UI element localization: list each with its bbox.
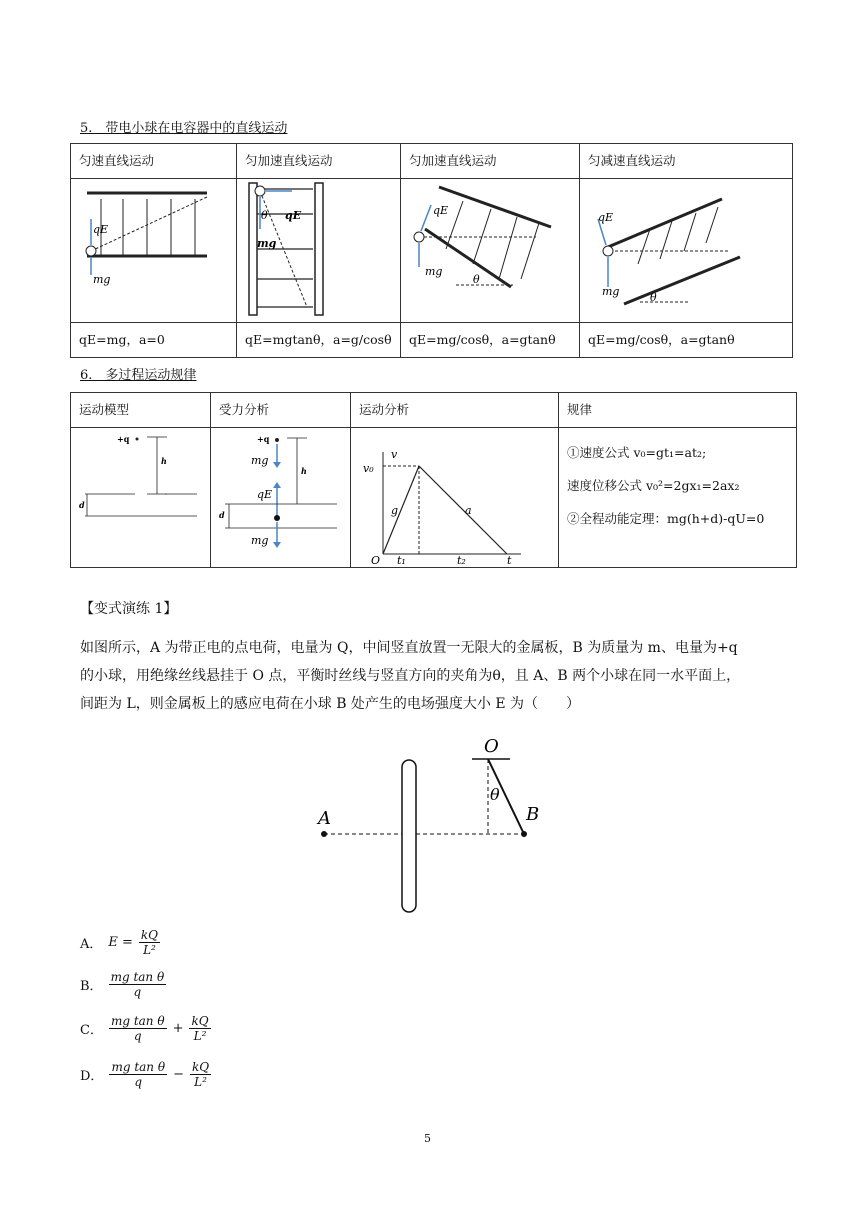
mg-label-6: mg xyxy=(251,534,269,547)
d-label: d xyxy=(79,500,85,510)
s6-motion-cell xyxy=(351,428,559,568)
option-c-num2: kQ xyxy=(191,1013,209,1028)
theta-label-fig: θ xyxy=(490,785,500,804)
option-a-lhs: E = xyxy=(108,934,133,950)
point-charge-A xyxy=(321,831,327,837)
force-analysis-diagram xyxy=(211,428,342,564)
mg-label-5: mg xyxy=(251,454,269,467)
s5-diagram-cell-4 xyxy=(580,179,793,323)
option-a-num: kQ xyxy=(140,927,159,942)
option-d-den: q xyxy=(134,1074,143,1089)
option-a-label: A． xyxy=(80,936,103,952)
theta-label: θ xyxy=(261,209,268,222)
velocity-time-graph xyxy=(351,428,550,564)
v-label: v xyxy=(391,448,398,461)
h-label-2: h xyxy=(301,466,307,476)
qE-label: qE xyxy=(93,223,109,236)
plus-q-label: +q xyxy=(117,434,130,444)
option-c[interactable] xyxy=(80,1014,211,1042)
s6-model-cell xyxy=(71,428,211,568)
option-c-num: mg tan θ xyxy=(110,1013,165,1028)
s6-rules-cell xyxy=(559,428,797,568)
s6-header-3: 运动分析 xyxy=(351,393,559,428)
d-label-2: d xyxy=(219,510,225,520)
motion-model-diagram xyxy=(71,428,202,564)
mg-label: mg xyxy=(93,273,111,286)
question-line-1: 如图所示，A 为带正电的点电荷，电量为 Q，中间竖直放置一无限大的金属板，B 为质量为 m、电量为+q xyxy=(80,640,738,656)
option-b-num: mg tan θ xyxy=(110,969,165,984)
s5-formula-3: qE=mg/cosθ，a=gtanθ xyxy=(401,323,580,358)
option-c-label: C． xyxy=(80,1022,103,1038)
plus-q-label-2: +q xyxy=(257,434,270,444)
qE-label-4: qE xyxy=(598,211,614,224)
option-a[interactable] xyxy=(80,928,160,956)
v0-label: v₀ xyxy=(363,462,374,475)
qE-label-2: qE xyxy=(285,209,302,222)
option-d-den2: L² xyxy=(194,1074,207,1089)
s5-diagram-cell-3 xyxy=(401,179,580,323)
a-label: a xyxy=(465,504,472,517)
t1-label: t₁ xyxy=(397,554,406,564)
A-label: A xyxy=(318,808,331,829)
qE-label-3: qE xyxy=(433,204,449,217)
option-d-num: mg tan θ xyxy=(111,1059,166,1074)
option-d-num2: kQ xyxy=(191,1059,210,1074)
s6-header-2: 受力分析 xyxy=(211,393,351,428)
rule-2: 速度位移公式 v₀²=2gx₁=2ax₂ xyxy=(567,478,740,493)
h-label: h xyxy=(161,456,167,466)
s5-formula-2: qE=mgtanθ，a=g/cosθ xyxy=(237,323,401,358)
option-b-label: B． xyxy=(80,978,103,994)
metal-plate xyxy=(402,760,416,912)
t2-label: t₂ xyxy=(457,554,466,564)
tilted-plates-decel-diagram xyxy=(580,179,792,319)
exercise-figure xyxy=(300,730,560,920)
s6-header-4: 规律 xyxy=(559,393,797,428)
option-b-den: q xyxy=(133,984,142,999)
s6-force-cell xyxy=(211,428,351,568)
section5-title: 5. 带电小球在电容器中的直线运动 xyxy=(80,121,288,136)
rule-3: ②全程动能定理：mg(h+d)-qU=0 xyxy=(567,511,765,526)
origin-label: O xyxy=(371,554,381,564)
question-line-2: 的小球，用绝缘丝线悬挂于 O 点，平衡时丝线与竖直方向的夹角为θ，且 A、B 两个小球在同一水平面上， xyxy=(80,668,741,684)
s5-header-1: 匀速直线运动 xyxy=(71,144,237,179)
g-label: g xyxy=(391,504,399,517)
s5-formula-1: qE=mg，a=0 xyxy=(71,323,237,358)
page-number: 5 xyxy=(424,1132,431,1145)
s5-formula-4: qE=mg/cosθ，a=gtanθ xyxy=(580,323,793,358)
option-b[interactable] xyxy=(80,970,166,998)
uniform-motion-diagram xyxy=(71,179,236,319)
qE-label-5: qE xyxy=(257,488,273,501)
exercise-tag: 【变式演练 1】 xyxy=(80,601,178,617)
option-d-label: D． xyxy=(80,1068,104,1084)
B-label: B xyxy=(526,804,540,825)
vertical-plates-diagram xyxy=(237,179,400,319)
mg-label-2: mg xyxy=(257,237,277,250)
mg-label-4: mg xyxy=(602,285,620,298)
s5-diagram-cell-2 xyxy=(237,179,401,323)
rule-1: ①速度公式 v₀=gt₁=at₂; xyxy=(567,445,707,460)
s5-header-4: 匀减速直线运动 xyxy=(580,144,793,179)
option-c-den: q xyxy=(133,1028,142,1043)
mg-label-3: mg xyxy=(425,265,443,278)
theta-label-3: θ xyxy=(473,273,480,286)
option-d[interactable] xyxy=(80,1060,211,1088)
section6-title: 6. 多过程运动规律 xyxy=(80,368,197,383)
option-a-den: L² xyxy=(143,942,156,957)
option-c-op: + xyxy=(172,1020,184,1036)
s6-header-1: 运动模型 xyxy=(71,393,211,428)
section6-table xyxy=(70,392,797,568)
t-label: t xyxy=(507,554,512,564)
theta-label-4: θ xyxy=(650,291,657,304)
option-d-op: − xyxy=(173,1066,184,1082)
question-line-3: 间距为 L，则金属板上的感应电荷在小球 B 处产生的电场强度大小 E 为（ ） xyxy=(80,696,581,712)
exercise-question xyxy=(80,634,790,718)
tilted-plates-accel-diagram xyxy=(401,179,579,319)
s5-header-3: 匀加速直线运动 xyxy=(401,144,580,179)
s5-diagram-cell-1 xyxy=(71,179,237,323)
s5-header-2: 匀加速直线运动 xyxy=(237,144,401,179)
section5-table xyxy=(70,143,793,358)
option-c-den2: L² xyxy=(193,1028,207,1043)
point-O-label: O xyxy=(484,736,499,757)
